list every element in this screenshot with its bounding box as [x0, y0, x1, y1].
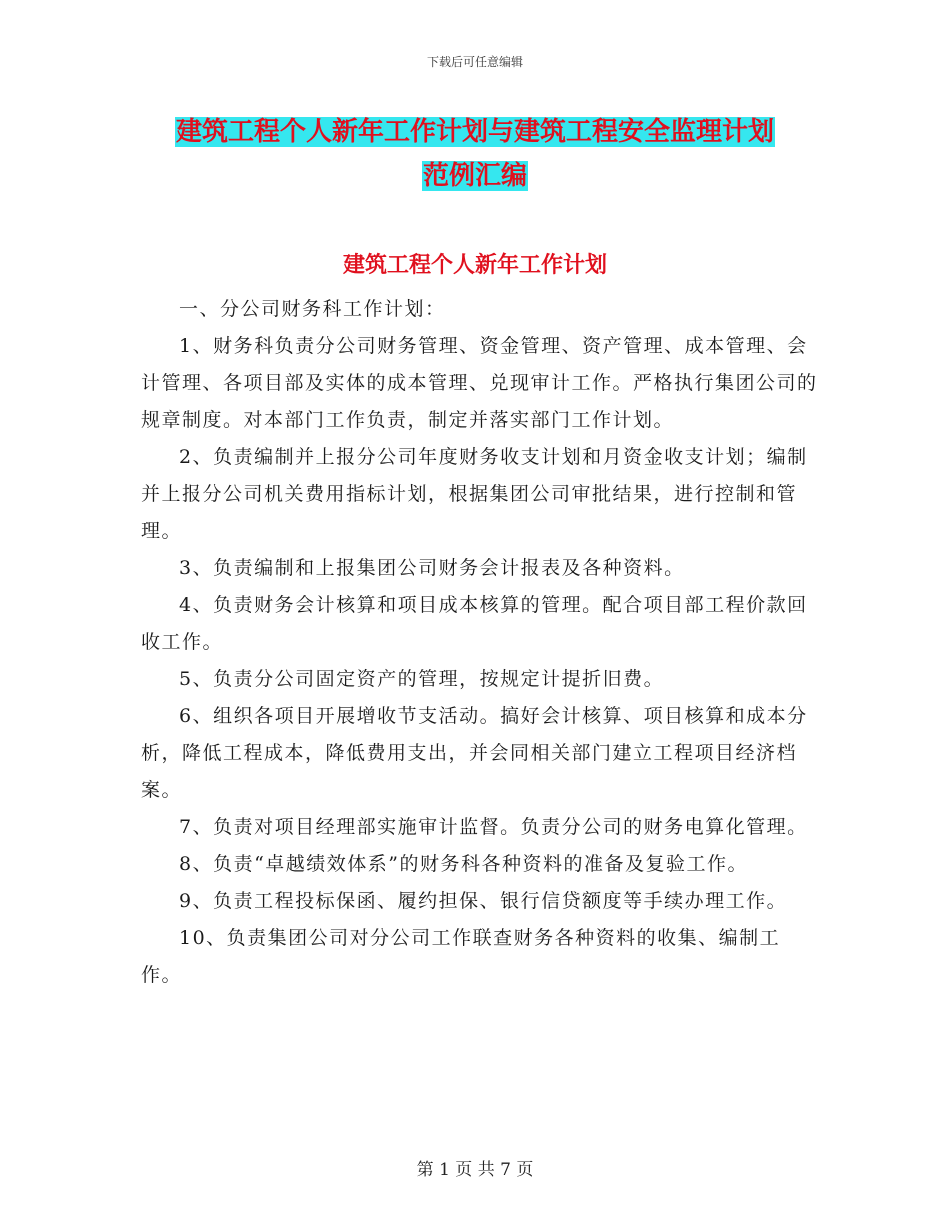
paragraph-item-3: 3、负责编制和上报集团公司财务会计报表及各种资料。: [179, 557, 685, 579]
paragraph-item-4: 4、负责财务会计核算和项目成本核算的管理。配合项目部工程价款回收工作。: [141, 594, 808, 653]
paragraph-item-9: 9、负责工程投标保函、履约担保、银行信贷额度等手续办理工作。: [179, 890, 788, 912]
paragraph-heading: 一、分公司财务科工作计划：: [179, 298, 446, 320]
title-line-2: 范例汇编: [422, 161, 527, 191]
section-title: 建筑工程个人新年工作计划: [342, 253, 607, 278]
paragraph-item-5: 5、负责分公司固定资产的管理，按规定计提折旧费。: [179, 668, 665, 690]
title-line-1: 建筑工程个人新年工作计划与建筑工程安全监理计划: [175, 117, 774, 147]
paragraph-item-6: 6、组织各项目开展增收节支活动。搞好会计核算、项目核算和成本分析，降低工程成本，降低费用支出，并会同相关部门建立工程项目经济档案。: [141, 705, 808, 801]
body-content: [141, 291, 821, 994]
header-note: 下载后可任意编辑: [426, 55, 523, 69]
paragraph-item-8: 8、负责“卓越绩效体系”的财务科各种资料的准备及复验工作。: [179, 853, 749, 875]
page-number: 第 1 页 共 7 页: [416, 1160, 534, 1180]
document-title: [0, 110, 950, 198]
paragraph-item-7: 7、负责对项目经理部实施审计监督。负责分公司的财务电算化管理。: [179, 816, 808, 838]
paragraph-item-10: 10、负责集团公司对分公司工作联查财务各种资料的收集、编制工作。: [141, 927, 781, 986]
paragraph-item-1: 1、财务科负责分公司财务管理、资金管理、资产管理、成本管理、会计管理、各项目部及实体的成本管理、兑现审计工作。严格执行集团公司的规章制度。对本部门工作负责，制定并落实部门工作计划。: [141, 335, 818, 431]
paragraph-item-2: 2、负责编制并上报分公司年度财务收支计划和月资金收支计划；编制并上报分公司机关费用指标计划，根据集团公司审批结果，进行控制和管理。: [141, 446, 808, 542]
